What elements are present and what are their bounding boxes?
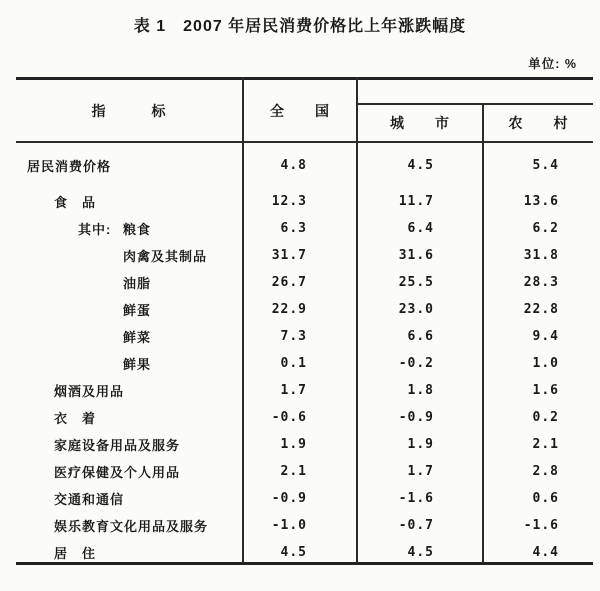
table-row: [16, 215, 593, 242]
row-value-rural: 2.1: [532, 437, 559, 452]
row-label: 鲜蛋: [123, 303, 152, 318]
row-value-national: 7.3: [280, 329, 307, 344]
row-value-rural: 1.6: [532, 383, 559, 398]
row-label: 居 住: [54, 546, 97, 561]
row-value-city: 23.0: [398, 302, 434, 317]
row-prefix: 其中:: [78, 222, 112, 237]
header-city: 城 市: [390, 115, 450, 131]
row-label: 衣 着: [54, 411, 97, 426]
row-label: 烟酒及用品: [54, 384, 125, 399]
row-label-cell: [16, 543, 243, 562]
header-indicator: 指 标: [91, 102, 167, 119]
table-row: [16, 350, 593, 377]
row-label-cell: [16, 219, 243, 238]
row-value-rural: 22.8: [523, 302, 559, 317]
row-value-rural: -1.6: [523, 518, 559, 533]
row-label: 肉禽及其制品: [123, 249, 208, 264]
table-row: [16, 539, 593, 566]
row-value-national: 4.5: [280, 545, 307, 560]
table-row: [16, 485, 593, 512]
row-value-national: 2.1: [280, 464, 307, 479]
table-row: [16, 512, 593, 539]
row-value-rural: 6.2: [532, 221, 559, 236]
row-value-city: 4.5: [407, 545, 434, 560]
row-label: 居民消费价格: [27, 159, 112, 174]
row-value-national: 22.9: [271, 302, 307, 317]
row-value-rural: 9.4: [532, 329, 559, 344]
table-row: [16, 323, 593, 350]
row-label-cell: [16, 408, 243, 427]
row-value-rural: 5.4: [532, 158, 559, 173]
row-value-national: 6.3: [280, 221, 307, 236]
row-value-city: 25.5: [398, 275, 434, 290]
table-row: [16, 296, 593, 323]
row-value-rural: 28.3: [523, 275, 559, 290]
row-value-city: -1.6: [398, 491, 434, 506]
row-label-cell: [16, 273, 243, 292]
row-value-rural: 0.6: [532, 491, 559, 506]
row-label: 医疗保健及个人用品: [54, 465, 181, 480]
header-national: 全 国: [270, 102, 330, 119]
row-value-national: 1.9: [280, 437, 307, 452]
row-value-national: -1.0: [271, 518, 307, 533]
cpi-table: [16, 77, 593, 565]
table-title: 表 1 2007 年居民消费价格比上年涨跌幅度: [133, 18, 467, 35]
row-value-national: 12.3: [271, 194, 307, 209]
row-label-cell: [16, 381, 243, 400]
row-value-national: -0.9: [271, 491, 307, 506]
row-value-rural: 2.8: [532, 464, 559, 479]
table-row: [16, 188, 593, 215]
row-label-cell: [16, 462, 243, 481]
table-row: [16, 377, 593, 404]
row-value-city: 4.5: [407, 158, 434, 173]
row-value-city: 1.7: [407, 464, 434, 479]
row-label-cell: [16, 192, 243, 211]
row-label: 鲜菜: [123, 330, 152, 345]
row-value-city: 1.8: [407, 383, 434, 398]
row-value-national: -0.6: [271, 410, 307, 425]
row-label: 油脂: [123, 276, 152, 291]
row-value-national: 31.7: [271, 248, 307, 263]
row-label: 交通和通信: [54, 492, 125, 507]
row-label-cell: [16, 435, 243, 454]
table-row: [16, 458, 593, 485]
row-label: 鲜果: [123, 357, 152, 372]
row-value-city: -0.9: [398, 410, 434, 425]
table-row: [16, 404, 593, 431]
row-label-cell: [16, 489, 243, 508]
row-label-cell: [16, 246, 243, 265]
row-value-city: 1.9: [407, 437, 434, 452]
row-label-cell: [16, 300, 243, 319]
row-label: 粮食: [123, 222, 152, 237]
unit-label: 单位: %: [528, 57, 577, 71]
row-label: 娱乐教育文化用品及服务: [54, 519, 209, 534]
row-value-rural: 4.4: [532, 545, 559, 560]
table-row: [16, 431, 593, 458]
row-value-national: 0.1: [280, 356, 307, 371]
row-value-city: 6.4: [407, 221, 434, 236]
row-value-rural: 13.6: [523, 194, 559, 209]
row-value-city: -0.2: [398, 356, 434, 371]
table-row: [16, 242, 593, 269]
row-label: 食 品: [54, 195, 97, 210]
row-value-city: 11.7: [398, 194, 434, 209]
header-rural: 农 村: [508, 115, 569, 131]
row-value-city: -0.7: [398, 518, 434, 533]
row-value-rural: 0.2: [532, 410, 559, 425]
row-value-city: 6.6: [407, 329, 434, 344]
row-label: 家庭设备用品及服务: [54, 438, 181, 453]
row-value-national: 26.7: [271, 275, 307, 290]
row-value-national: 1.7: [280, 383, 307, 398]
table-row: [16, 269, 593, 296]
row-value-city: 31.6: [398, 248, 434, 263]
table-row: [16, 150, 593, 181]
row-value-national: 4.8: [280, 158, 307, 173]
row-value-rural: 31.8: [523, 248, 559, 263]
row-label-cell: [16, 354, 243, 373]
row-label-cell: [16, 516, 243, 535]
row-label-cell: [16, 156, 243, 175]
row-value-rural: 1.0: [532, 356, 559, 371]
row-label-cell: [16, 327, 243, 346]
table-body: [16, 143, 593, 566]
